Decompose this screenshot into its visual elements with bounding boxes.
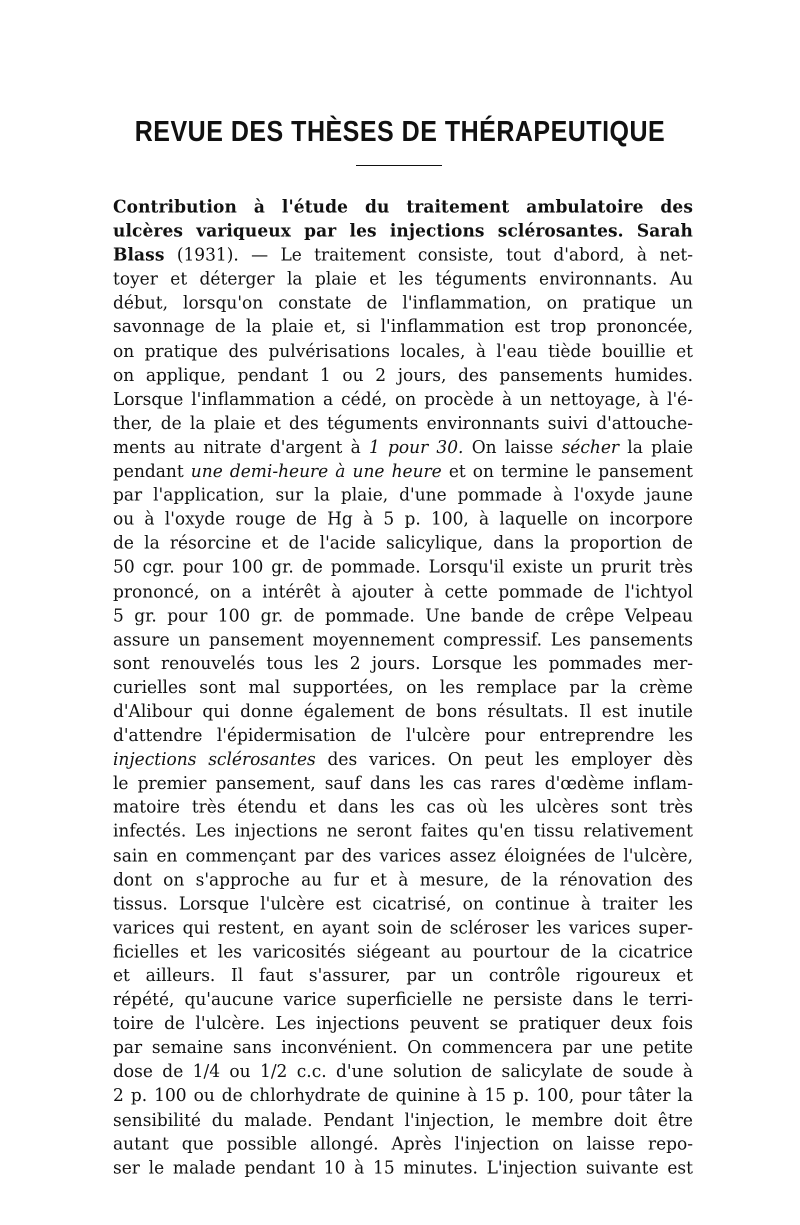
text-line: d'Alibour qui donne également de bons résultats. Il est inutile	[113, 701, 693, 723]
text-line	[113, 436, 693, 460]
text-line	[113, 244, 693, 268]
text-line: et ailleurs. Il faut s'assurer, par un contrôle rigoureux et	[113, 965, 693, 987]
text-line: le premier pansement, sauf dans les cas rares d'œdème inflam-	[113, 773, 693, 795]
text-line: 50 cgr. pour 100 gr. de pommade. Lorsqu'il existe un prurit très	[113, 557, 693, 579]
italic-fragment: 1 pour 30.	[368, 437, 464, 459]
text-line: prononcé, on a intérêt à ajouter à cette pommade de l'ichtyol	[113, 581, 693, 603]
text-line: sain en commençant par des varices assez éloignées de l'ulcère,	[113, 845, 693, 867]
text-line: assure un pansement moyennement compressif. Les pansements	[113, 629, 693, 651]
text-fragment: et on termine le pansement	[448, 461, 694, 483]
text-line: 2 p. 100 ou de chlorhydrate de quinine à 15 p. 100, pour tâter la	[113, 1085, 693, 1107]
article-author: Blass	[113, 245, 165, 266]
text-line	[113, 460, 693, 484]
text-fragment: ments au nitrate d'argent à	[113, 437, 361, 459]
text-line: curielles sont mal supportées, on les remplace par la crème	[113, 677, 693, 699]
text-line: sensibilité du malade. Pendant l'injection, le membre doit être	[113, 1109, 693, 1131]
text-line: toyer et déterger la plaie et les téguments environnants. Au	[113, 269, 693, 290]
text-line: infectés. Les injections ne seront faites qu'en tissu relativement	[113, 821, 693, 843]
text-line: varices qui restent, en ayant soin de scléroser les varices super-	[113, 917, 693, 939]
text-line	[113, 748, 693, 772]
text-line: sont renouvelés tous les 2 jours. Lorsque les pommades mer-	[113, 653, 693, 675]
text-line: de la résorcine et de l'acide salicylique, dans la proportion de	[113, 533, 693, 555]
text-fragment: pendant	[113, 461, 184, 483]
text-line: dont on s'approche au fur et à mesure, de la rénovation des	[113, 869, 693, 891]
text-line: toire de l'ulcère. Les injections peuvent se pratiquer deux fois	[113, 1013, 693, 1035]
article-title: ulcères variqueux par les injections sclérosantes. Sarah	[113, 221, 693, 242]
text-fragment: (1931). — Le traitement consiste, tout d'abord, à net-	[176, 245, 693, 266]
text-line: ficielles et les varicosités siégeant au pourtour de la cicatrice	[113, 941, 693, 963]
italic-fragment: une demi-heure à une heure	[190, 461, 442, 483]
page-title: REVUE DES THÈSES DE THÉRAPEUTIQUE	[134, 115, 666, 149]
text-line: autant que possible allongé. Après l'injection on laisse repo-	[113, 1133, 693, 1155]
italic-fragment: sécher	[561, 437, 620, 459]
text-line	[113, 220, 693, 244]
text-line: ther, de la plaie et des téguments environnants suivi d'attouche-	[113, 413, 693, 434]
text-fragment: des varices. On peut les employer dès	[327, 749, 693, 771]
text-line: ser le malade pendant 10 à 15 minutes. L'injection suivante est	[113, 1157, 693, 1179]
text-line: Lorsque l'inflammation a cédé, on procède à un nettoyage, à l'é-	[113, 389, 693, 410]
text-line: par l'application, sur la plaie, d'une pommade à l'oxyde jaune	[113, 485, 693, 507]
text-line: d'attendre l'épidermisation de l'ulcère pour entreprendre les	[113, 725, 693, 747]
text-line: tissus. Lorsque l'ulcère est cicatrisé, on continue à traiter les	[113, 893, 693, 915]
title-divider	[356, 165, 442, 166]
text-line	[113, 196, 693, 220]
text-fragment: la plaie	[627, 437, 694, 459]
text-line: ou à l'oxyde rouge de Hg à 5 p. 100, à laquelle on incorpore	[113, 509, 693, 531]
article-title: Contribution à l'étude du traitement ambulatoire des	[113, 197, 693, 218]
text-line: répété, qu'aucune varice superficielle ne persiste dans le terri-	[113, 989, 693, 1011]
text-line: on applique, pendant 1 ou 2 jours, des pansements humides.	[113, 365, 693, 386]
text-fragment: On laisse	[471, 437, 554, 459]
text-line: savonnage de la plaie et, si l'inflammation est trop prononcée,	[113, 317, 693, 338]
text-line: on pratique des pulvérisations locales, à l'eau tiède bouillie et	[113, 341, 693, 362]
text-line: 5 gr. pour 100 gr. de pommade. Une bande de crêpe Velpeau	[113, 605, 693, 627]
text-line: dose de 1/4 ou 1/2 c.c. d'une solution de salicylate de soude à	[113, 1061, 693, 1083]
text-line: matoire très étendu et dans les cas où les ulcères sont très	[113, 797, 693, 819]
article-body	[113, 196, 693, 1181]
text-line: par semaine sans inconvénient. On commencera par une petite	[113, 1037, 693, 1059]
text-line: début, lorsqu'on constate de l'inflammation, on pratique un	[113, 293, 693, 314]
italic-fragment: injections sclérosantes	[113, 749, 316, 771]
